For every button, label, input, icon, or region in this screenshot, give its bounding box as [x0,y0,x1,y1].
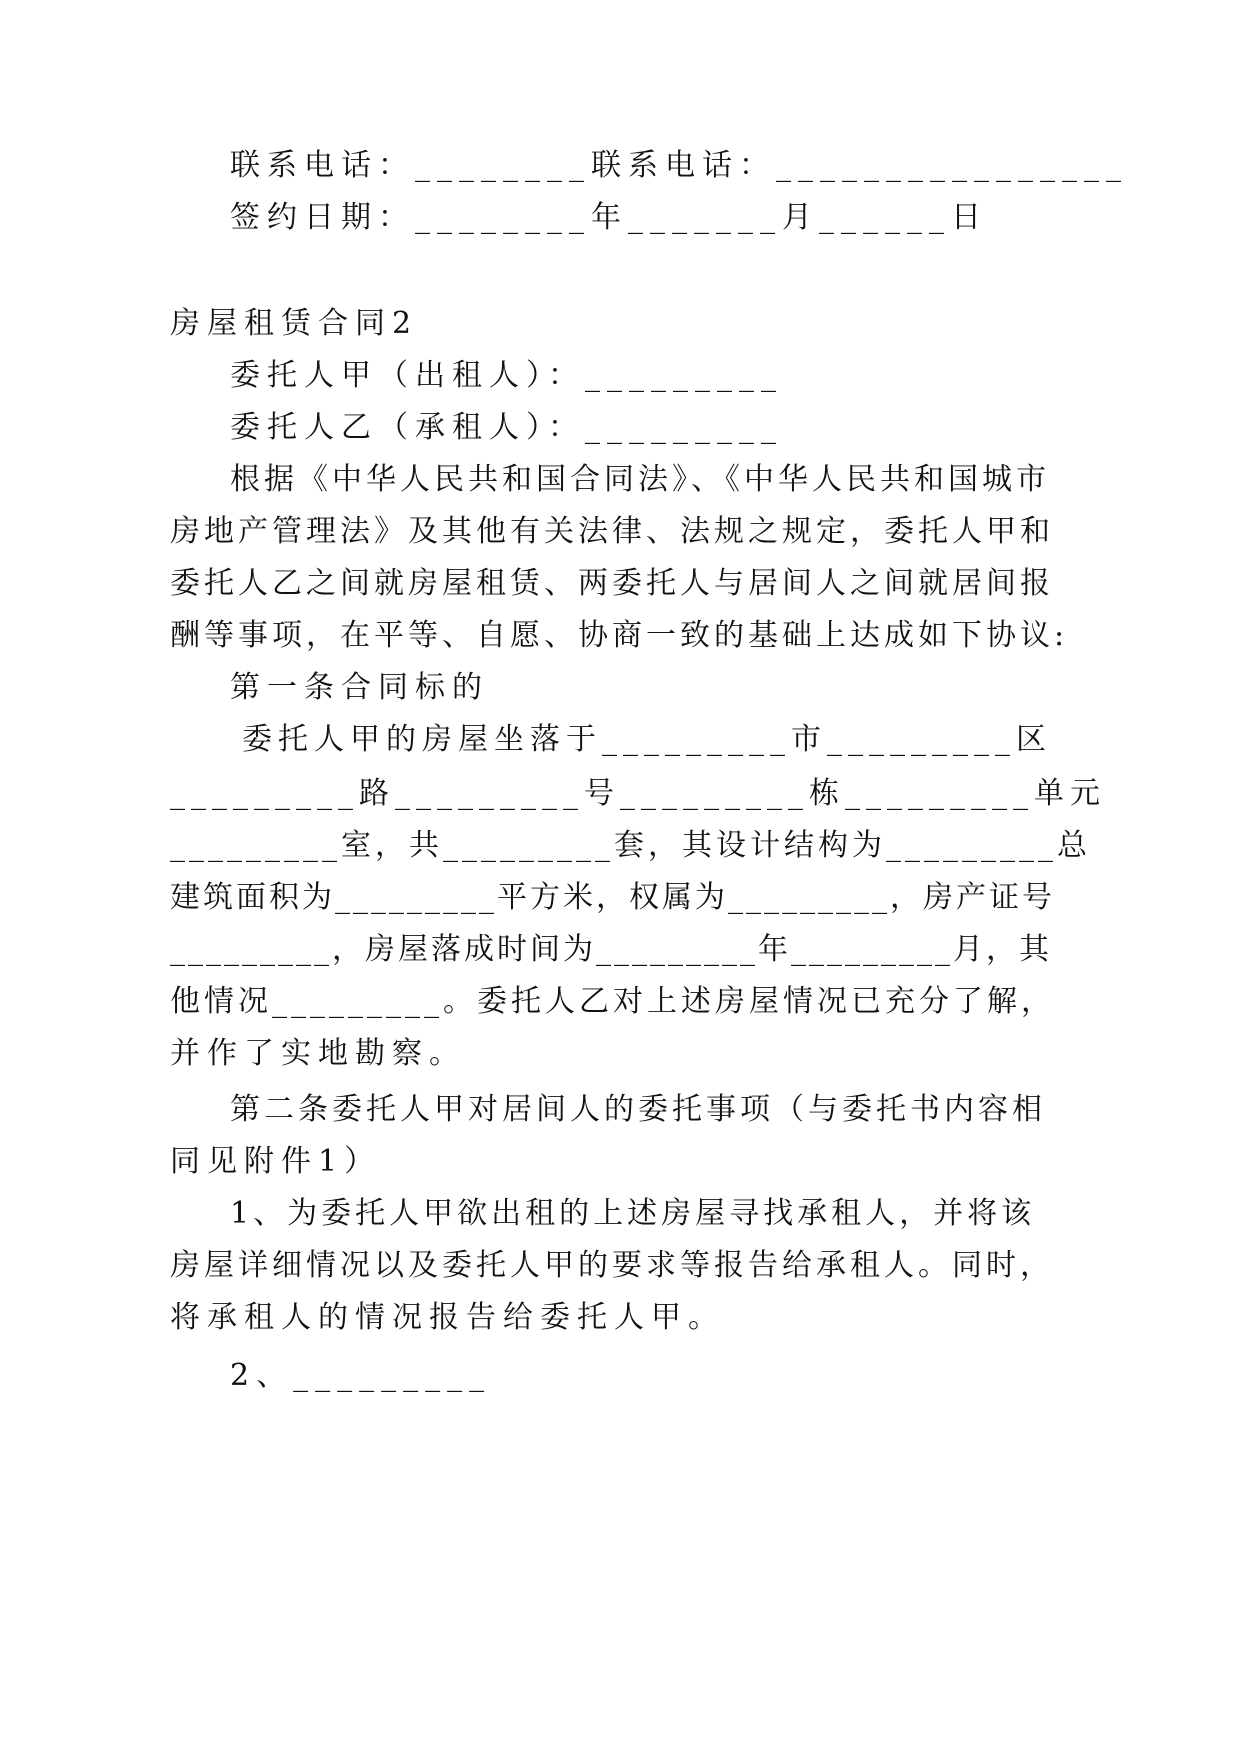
lessor-line: 委托人甲（出租人）：_________ [230,358,783,393]
contact-phone-line: 联系电话：________联系电话：________________ [230,148,1128,183]
article-1-heading: 第一条合同标的 [230,670,489,705]
article-1-line-6: 他情况_________。委托人乙对上述房屋情况已充分了解， [170,984,1055,1019]
lessee-line: 委托人乙（承租人）：_________ [230,410,783,445]
article-1-line-3: _________室，共_________套，其设计结构为_________总 [170,828,1091,863]
article-2-heading-line-1: 第二条委托人甲对居间人的委托事项（与委托书内容相 [230,1092,1046,1127]
contract-title: 房屋租赁合同2 [170,306,419,341]
item-2-line: 2、_________ [230,1358,492,1393]
preamble-line-2: 房地产管理法》及其他有关法律、法规之规定，委托人甲和 [170,514,1054,549]
article-1-line-1: 委托人甲的房屋坐落于_________市_________区 [242,722,1052,757]
article-1-line-4: 建筑面积为_________平方米，权属为_________，房产证号 [170,880,1055,915]
article-1-line-5: _________，房屋落成时间为_________年_________月，其 [170,932,1052,967]
article-2-heading-line-2: 同见附件1） [170,1144,382,1179]
item-1-line-2: 房屋详细情况以及委托人甲的要求等报告给承租人。同时， [170,1248,1054,1283]
item-1-line-1: 1、为委托人甲欲出租的上述房屋寻找承租人，并将该 [230,1196,1036,1231]
preamble-line-4: 酬等事项，在平等、自愿、协商一致的基础上达成如下协议: [170,618,1069,653]
signing-date-line: 签约日期：________年_______月______日 [230,200,988,235]
article-1-line-2: _________路_________号_________栋_________单元 [170,776,1106,811]
preamble-line-3: 委托人乙之间就房屋租赁、两委托人与居间人之间就居间报 [170,566,1054,601]
item-1-line-3: 将承租人的情况报告给委托人甲。 [170,1300,725,1335]
preamble-line-1: 根据《中华人民共和国合同法》、《中华人民共和国城市 [230,462,1050,497]
article-1-line-7: 并作了实地勘察。 [170,1036,466,1071]
